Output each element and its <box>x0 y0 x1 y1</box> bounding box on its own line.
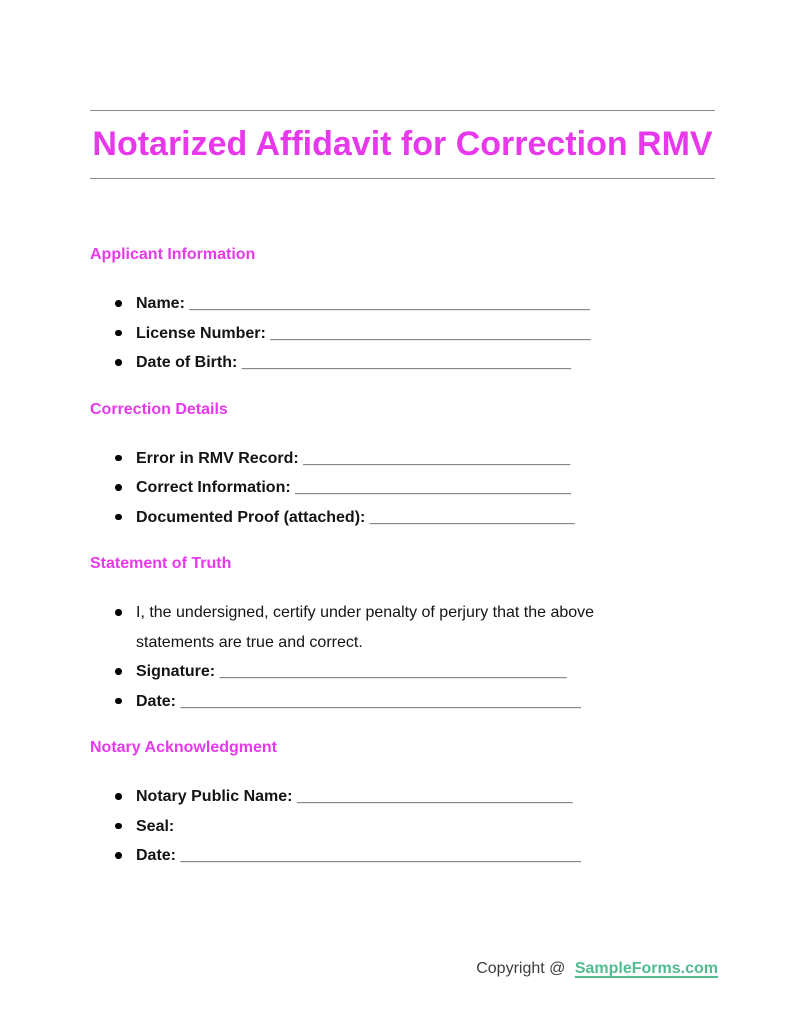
fill-in-line: _______________________________ <box>296 788 573 805</box>
section-list <box>90 289 610 378</box>
section-heading: Notary Acknowledgment <box>90 739 277 756</box>
field-label: Date: <box>136 692 177 710</box>
fill-in-line: _____________________________________________ <box>189 295 590 312</box>
field-label: License Number: <box>136 324 266 342</box>
list-item <box>90 812 610 842</box>
fill-in-line: _______________________________ <box>295 479 571 496</box>
title-bottom-rule <box>90 178 715 179</box>
field-label: Notary Public Name: <box>136 788 293 805</box>
copyright-text: Copyright @ <box>476 960 566 977</box>
fill-in-line: _______________________ <box>369 508 575 526</box>
fill-in-line: ____________________________________ <box>270 324 591 342</box>
list-item <box>90 687 610 717</box>
list-item <box>90 841 610 871</box>
footer <box>476 960 718 978</box>
section-list <box>90 444 610 533</box>
fill-in-line: _____________________________________________ <box>180 692 581 710</box>
field-label: Date: <box>136 847 177 864</box>
fill-in-line: _____________________________________ <box>241 354 572 371</box>
section-heading: Applicant Information <box>90 246 256 263</box>
section-list <box>90 782 610 871</box>
list-item <box>90 657 610 687</box>
list-item <box>90 782 610 812</box>
list-item <box>90 503 610 533</box>
fill-in-line: _____________________________________________ <box>180 847 581 864</box>
section-list <box>90 598 610 716</box>
field-label: Documented Proof (attached): <box>136 508 366 526</box>
field-label: Signature: <box>136 663 216 680</box>
field-label: Error in RMV Record: <box>136 449 299 467</box>
list-item <box>90 348 610 378</box>
list-item <box>90 444 610 474</box>
list-item <box>90 289 610 319</box>
fill-in-line: _______________________________________ <box>219 663 567 680</box>
field-label: Name: <box>136 295 185 312</box>
page-title: Notarized Affidavit for Correction RMV <box>92 125 713 163</box>
list-item <box>90 473 610 503</box>
list-item <box>90 319 610 349</box>
list-item <box>90 598 610 657</box>
brand-link[interactable]: SampleForms.com <box>574 960 718 977</box>
statement-text: I, the undersigned, certify under penalty of perjury that the above statements are true and correct. <box>136 604 595 651</box>
section-heading: Statement of Truth <box>90 555 232 572</box>
field-label: Correct Information: <box>136 479 291 496</box>
fill-in-line: ______________________________ <box>303 449 571 467</box>
section-heading: Correction Details <box>90 400 228 418</box>
field-label: Date of Birth: <box>136 354 238 371</box>
form-body <box>0 245 791 871</box>
field-label: Seal: <box>136 817 175 835</box>
